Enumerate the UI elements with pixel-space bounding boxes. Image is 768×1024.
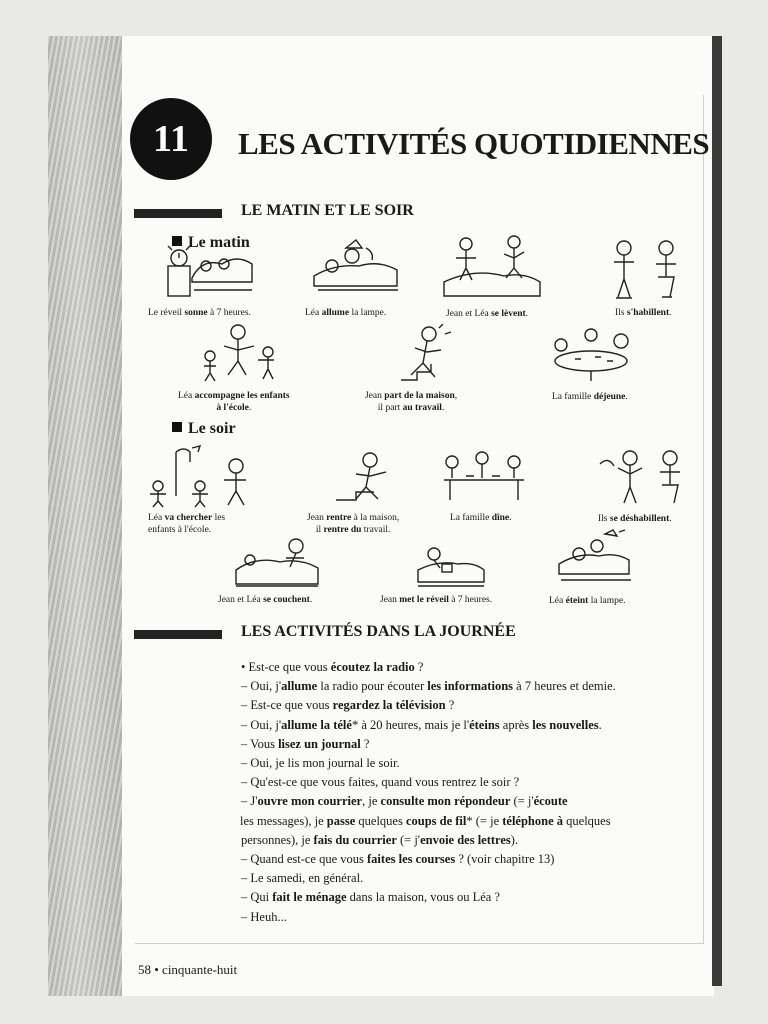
breakfast-illustration [545, 325, 637, 383]
page-edge-shadow [712, 36, 722, 986]
subsection-matin: Le matin [172, 234, 250, 252]
page-number: 58 • cinquante-huit [138, 962, 238, 977]
going-to-bed-illustration [230, 530, 322, 592]
caption-reveil: Le réveil sonne à 7 heures. [148, 308, 251, 318]
chapter-number-badge: 11 [130, 98, 212, 180]
caption-rentre: Jean rentre à la maison, il rentre du travail. [307, 513, 400, 535]
dialogue-text [241, 658, 701, 927]
setting-alarm-illustration [412, 540, 488, 592]
caption-dine: La famille dîne. [450, 513, 512, 523]
page-title: LES ACTIVITÉS QUOTIDIENNES [238, 126, 710, 161]
dinner-illustration [436, 446, 532, 508]
dialogue-line: – Est-ce que vous regardez la télévision ? [241, 698, 455, 713]
caption-accompagne: Léa accompagne les enfants à l'école. [178, 391, 290, 413]
dressing-illustration [600, 238, 692, 304]
dialogue-line: – Oui, je lis mon journal le soir. [241, 756, 400, 771]
caption-eteint: Léa éteint la lampe. [549, 596, 626, 606]
dialogue-line: les messages), je passe quelques coups de fil* (= je téléphone à quelques [240, 813, 611, 828]
caption-va-chercher: Léa va chercher les enfants à l'école. [148, 513, 226, 535]
section-bar [134, 209, 222, 218]
subsection-soir: Le soir [172, 420, 236, 438]
section-title-matin-soir: LE MATIN ET LE SOIR [241, 202, 414, 219]
caption-met-le-reveil: Jean met le réveil à 7 heures. [380, 595, 493, 605]
caption-part: Jean part de la maison, il part au travail. [365, 391, 458, 413]
leaving-home-illustration [395, 324, 455, 390]
dialogue-line: – Vous lisez un journal ? [241, 736, 370, 751]
dialogue-line: – Quand est-ce que vous faites les courses ? (voir chapitre 13) [241, 852, 555, 867]
section-bar [134, 630, 222, 639]
dialogue-line: personnes), je fais du courrier (= j'envoie des lettres). [241, 832, 519, 847]
lamp-bed-illustration [310, 236, 402, 302]
returning-home-illustration [330, 448, 414, 510]
dialogue-line: – Heuh... [241, 909, 287, 924]
book-spine-shadow [48, 36, 124, 996]
caption-se-deshabillent: Ils se déshabillent. [598, 514, 672, 524]
lamp-off-illustration [555, 528, 635, 590]
dialogue-line: – Qu'est-ce que vous faites, quand vous rentrez le soir ? [241, 775, 520, 790]
alarm-clock-bed-illustration [158, 238, 258, 304]
caption-se-levent: Jean et Léa se lèvent. [446, 309, 529, 319]
dialogue-line: – Oui, j'allume la télé* à 20 heures, mais je l'éteins après les nouvelles. [241, 717, 602, 732]
school-pickup-illustration [140, 444, 256, 510]
dialogue-line: • Est-ce que vous écoutez la radio ? [241, 660, 424, 674]
caption-s-habillent: Ils s'habillent. [615, 308, 672, 318]
dialogue-line: – Qui fait le ménage dans la maison, vous ou Léa ? [241, 890, 500, 905]
dialogue-line: – Le samedi, en général. [241, 871, 364, 886]
dialogue-line: – J'ouvre mon courrier, je consulte mon répondeur (= j'écoute [241, 794, 568, 809]
getting-up-illustration [440, 232, 544, 304]
caption-dejeune: La famille déjeune. [552, 392, 628, 402]
school-walk-illustration [188, 322, 290, 386]
caption-se-couchent: Jean et Léa se couchent. [218, 595, 313, 605]
square-bullet-icon [172, 422, 182, 432]
section-title-journee: LES ACTIVITÉS DANS LA JOURNÉE [241, 623, 516, 640]
caption-allume: Léa allume la lampe. [305, 308, 387, 318]
dialogue-line: – Oui, j'allume la radio pour écouter les informations à 7 heures et demie. [241, 679, 616, 694]
undressing-illustration [596, 446, 692, 508]
